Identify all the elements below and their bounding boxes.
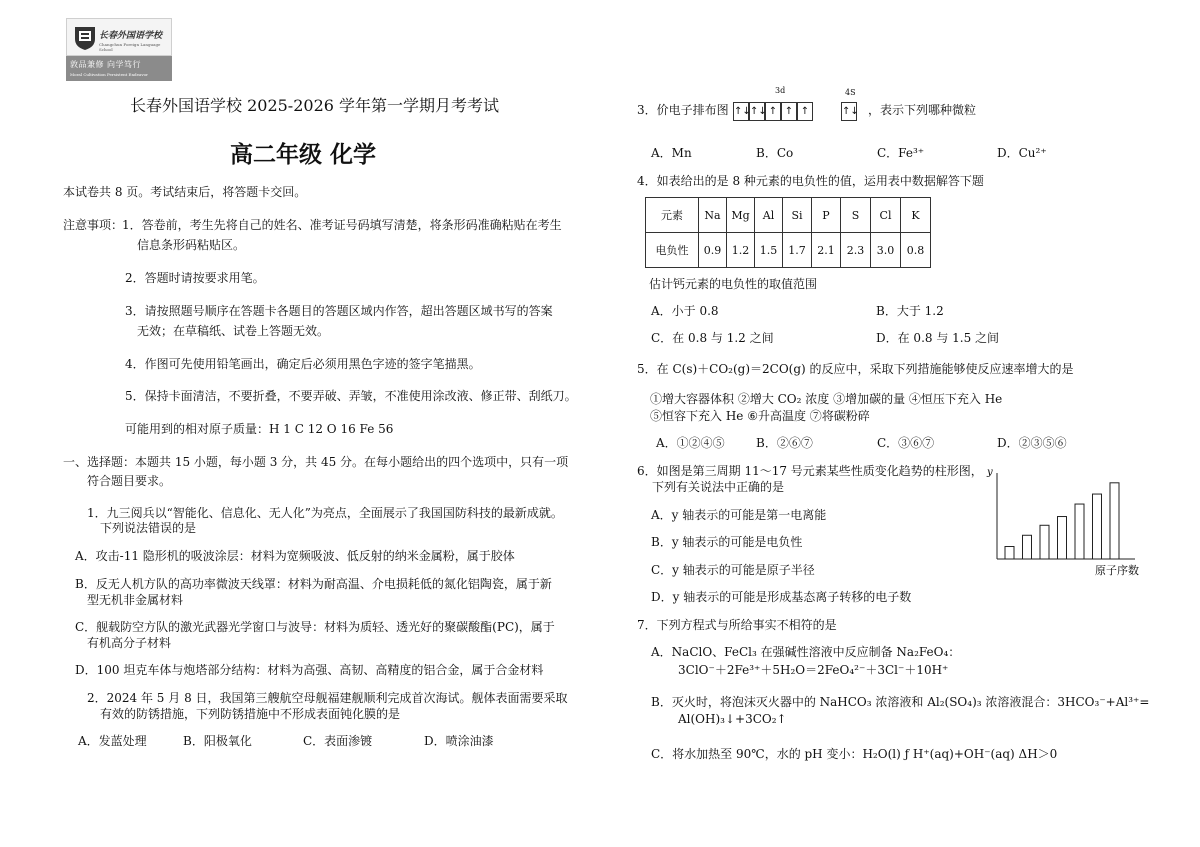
- q3-option-a: A．Mn: [651, 146, 692, 160]
- section1-line1: 一、选择题：本题共 15 小题，每小题 3 分，共 45 分。在每小题给出的四个选项中，只有一项: [63, 455, 569, 469]
- q3-label-4s: 4S: [845, 88, 856, 97]
- q3-orbital-diagram-3d: [733, 102, 813, 121]
- table-cell: 1.5: [755, 233, 783, 268]
- table-cell: Si: [783, 198, 812, 233]
- q1-option-a: A．攻击-11 隐形机的吸波涂层：材料为宽频吸波、低反射的纳米金属粉，属于胶体: [75, 549, 515, 563]
- table-cell: P: [812, 198, 841, 233]
- chart-bar-16: [1093, 494, 1102, 559]
- orbital-box: ↑: [781, 102, 797, 121]
- q3-orbital-diagram-4s: [841, 102, 857, 121]
- table-cell: K: [901, 198, 931, 233]
- exam-title: 长春外国语学校 2025-2026 学年第一学期月考考试: [130, 96, 500, 115]
- logo-banner: [66, 18, 172, 56]
- table-cell: 1.7: [783, 233, 812, 268]
- chart-x-axis-label: 原子序数: [1095, 564, 1139, 577]
- orbital-box: ↑: [797, 102, 813, 121]
- q5-measures-1: ①增大容器体积 ②增大 CO₂ 浓度 ③增加碳的量 ④恒压下充入 He: [650, 392, 1003, 406]
- q1-stem1: 1．九三阅兵以“智能化、信息化、无人化”为亮点，全面展示了我国国防科技的最新成就。: [87, 506, 563, 520]
- chart-y-axis-label: y: [987, 467, 993, 478]
- q3-option-b: B．Co: [756, 146, 794, 160]
- q3-option-c: C．Fe³⁺: [877, 146, 925, 160]
- q5-measures-2: ⑤恒容下充入 He ⑥升高温度 ⑦将碳粉碎: [650, 409, 870, 423]
- q2-option-d: D．喷涂油漆: [424, 734, 494, 748]
- note-4: 4．作图可先使用铅笔画出，确定后必须用黑色字迹的签字笔描黑。: [125, 357, 481, 371]
- table-cell: 电负性: [646, 233, 699, 268]
- chart-bar-14: [1058, 517, 1067, 559]
- table-row: [646, 198, 931, 233]
- q6-option-a: A．y 轴表示的可能是第一电离能: [651, 508, 827, 522]
- q4-question: 估计钙元素的电负性的取值范围: [649, 277, 818, 291]
- section1-line2: 符合题目要求。: [87, 474, 172, 488]
- chart-bar-12: [1023, 535, 1032, 559]
- logo-motto: 敦品兼修 向学笃行: [70, 60, 142, 69]
- q7-option-a2: 3ClO⁻＋2Fe³⁺＋5H₂O＝2FeO₄²⁻＋3Cl⁻＋10H⁺: [678, 663, 949, 677]
- note-2: 2．答题时请按要求用笔。: [125, 271, 265, 285]
- table-cell: Al: [755, 198, 783, 233]
- q4-option-d: D．在 0.8 与 1.5 之间: [876, 331, 1000, 345]
- note-3b: 无效；在草稿纸、试卷上答题无效。: [137, 324, 330, 338]
- orbital-box: ↑↓: [733, 102, 749, 121]
- q1-option-c1: C．舰载防空方队的激光武器光学窗口与波导：材料为质轻、透光好的聚碳酸酯(PC)，属于: [75, 620, 555, 634]
- q7-stem: 7．下列方程式与所给事实不相符的是: [637, 618, 837, 632]
- q6-option-c: C．y 轴表示的可能是原子半径: [651, 563, 815, 577]
- q5-option-a: A．①②④⑤: [656, 436, 725, 450]
- school-emblem-icon: [73, 25, 97, 51]
- q1-option-b2: 型无机非金属材料: [87, 593, 184, 607]
- q4-option-c: C．在 0.8 与 1.2 之间: [651, 331, 774, 345]
- q7-option-a1: A．NaClO、FeCl₃ 在强碱性溶液中反应制备 Na₂FeO₄：: [651, 645, 961, 659]
- q2-option-b: B．阳极氧化: [183, 734, 252, 748]
- q6-stem2: 下列有关说法中正确的是: [652, 480, 785, 494]
- q6-option-d: D．y 轴表示的可能是形成基态离子转移的电子数: [651, 590, 912, 604]
- table-cell: 元素: [646, 198, 699, 233]
- table-cell: 3.0: [871, 233, 901, 268]
- atomic-mass: 可能用到的相对原子质量：H 1 C 12 O 16 Fe 56: [125, 422, 394, 436]
- note-3a: 3．请按照题号顺序在答题卡各题目的答题区域内作答，超出答题区域书写的答案: [125, 304, 553, 318]
- notes-label: 注意事项：: [63, 218, 124, 232]
- q2-stem2: 有效的防锈措施，下列防锈措施中不形成表面钝化膜的是: [100, 707, 401, 721]
- chart-bar-17: [1110, 483, 1119, 559]
- q7-option-b2: Al(OH)₃↓+3CO₂↑: [678, 712, 787, 726]
- chart-bar-11: [1005, 547, 1014, 559]
- logo-english-name: Changchun Foreign Language School: [99, 42, 161, 52]
- electronegativity-table: [645, 197, 931, 268]
- logo-school-name: 长春外国语学校: [99, 31, 163, 41]
- q7-option-c: C．将水加热至 90℃，水的 pH 变小：H₂O(l) ƒ H⁺(aq)+OH⁻(aq) ΔH＞0: [651, 747, 1058, 761]
- table-cell: Cl: [871, 198, 901, 233]
- q5-option-d: D．②③⑤⑥: [997, 436, 1067, 450]
- table-row: [646, 233, 931, 268]
- table-cell: 0.9: [699, 233, 727, 268]
- table-cell: 2.3: [841, 233, 871, 268]
- q1-option-c2: 有机高分子材料: [87, 636, 172, 650]
- table-cell: 1.2: [727, 233, 755, 268]
- chart-bar-15: [1075, 504, 1084, 559]
- note-5: 5．保持卡面清洁，不要折叠，不要弄破、弄皱，不准使用涂改液、修正带、刮纸刀。: [125, 389, 577, 403]
- q3-label-3d: 3d: [775, 86, 786, 95]
- intro-pages: 本试卷共 8 页。考试结束后，将答题卡交回。: [63, 185, 307, 199]
- q6-stem1: 6．如图是第三周期 11～17 号元素某些性质变化趋势的柱形图，: [637, 464, 983, 478]
- q3-stem-post: ，表示下列哪种微粒: [868, 103, 977, 117]
- orbital-box: ↑↓: [841, 102, 857, 121]
- q3-option-d: D．Cu²⁺: [997, 146, 1047, 160]
- orbital-box: ↑↓: [749, 102, 765, 121]
- logo-motto-en: Moral Cultivation Persistent Endeavor: [70, 72, 148, 77]
- exam-subtitle: 高二年级 化学: [230, 142, 377, 168]
- table-cell: S: [841, 198, 871, 233]
- logo-motto-bar: [66, 56, 172, 81]
- q1-option-b1: B．反无人机方队的高功率微波天线罩：材料为耐高温、介电损耗低的氮化铝陶瓷，属于新: [75, 577, 552, 591]
- school-logo: [66, 18, 172, 81]
- note-1b: 信息条形码粘贴区。: [137, 238, 246, 252]
- q5-stem: 5．在 C(s)＋CO₂(g)＝2CO(g) 的反应中，采取下列措施能够使反应速率增大的是: [637, 362, 1074, 376]
- q4-stem: 4．如表给出的是 8 种元素的电负性的值，运用表中数据解答下题: [637, 174, 984, 188]
- chart-bar-13: [1040, 525, 1049, 559]
- table-cell: 2.1: [812, 233, 841, 268]
- note-1a: 1．答卷前，考生先将自己的姓名、准考证号码填写清楚，将条形码准确粘贴在考生: [122, 218, 562, 232]
- q4-option-a: A．小于 0.8: [651, 304, 719, 318]
- q5-option-c: C．③⑥⑦: [877, 436, 935, 450]
- q4-option-b: B．大于 1.2: [876, 304, 944, 318]
- q3-stem-pre: 3．价电子排布图: [637, 103, 729, 117]
- q1-option-d: D．100 坦克车体与炮塔部分结构：材料为高强、高韧、高精度的铝合金，属于合金材料: [75, 663, 544, 677]
- table-cell: 0.8: [901, 233, 931, 268]
- q2-stem1: 2．2024 年 5 月 8 日，我国第三艘航空母舰福建舰顺利完成首次海试。舰体表面需要采取: [87, 691, 568, 705]
- table-cell: Mg: [727, 198, 755, 233]
- q2-option-a: A．发蓝处理: [78, 734, 147, 748]
- table-cell: Na: [699, 198, 727, 233]
- q6-option-b: B．y 轴表示的可能是电负性: [651, 535, 803, 549]
- q6-bar-chart: [985, 465, 1145, 580]
- q7-option-b1: B．灭火时，将泡沫灭火器中的 NaHCO₃ 浓溶液和 Al₂(SO₄)₃ 浓溶液混合：3HCO₃⁻+Al³⁺=: [651, 695, 1150, 709]
- q5-option-b: B．②⑥⑦: [756, 436, 813, 450]
- orbital-box: ↑: [765, 102, 781, 121]
- q2-option-c: C．表面渗镀: [303, 734, 373, 748]
- q1-stem2: 下列说法错误的是: [100, 521, 197, 535]
